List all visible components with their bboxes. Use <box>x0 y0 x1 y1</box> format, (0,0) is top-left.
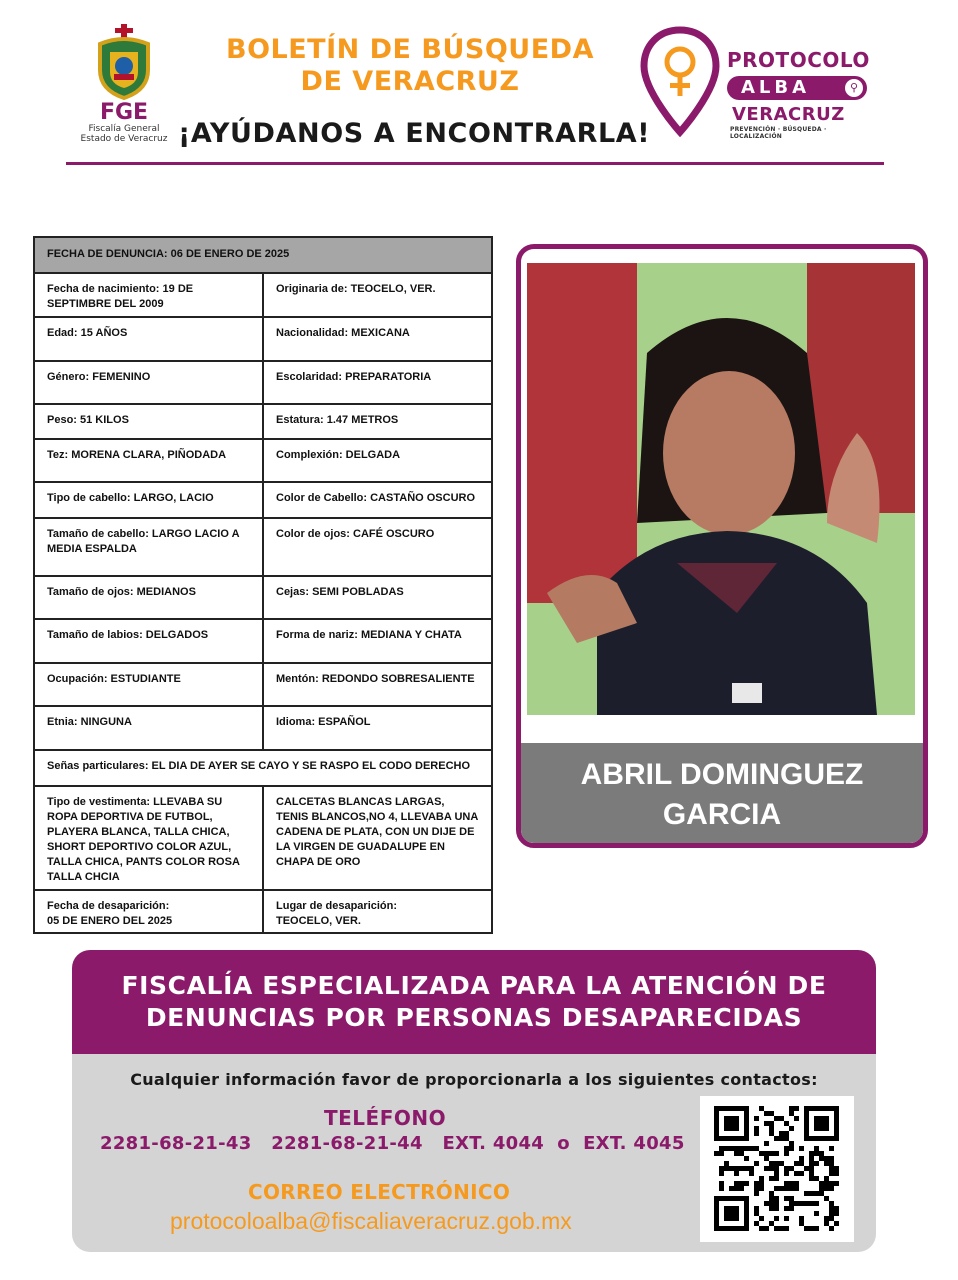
alba-tagline: PREVENCIÓN · BÚSQUEDA · LOCALIZACIÓN <box>730 126 827 140</box>
help-us-subtitle: ¡AYÚDANOS A ENCONTRARLA! <box>178 118 651 149</box>
missing-person-name <box>521 755 923 835</box>
education: Escolaridad: PREPARATORIA <box>276 371 432 383</box>
fge-logo-text: FGE <box>99 100 149 125</box>
nose-shape: Forma de nariz: MEDIANA Y CHATA <box>276 629 462 641</box>
protocolo-alba-logo <box>640 26 880 146</box>
table-row <box>35 577 491 620</box>
gender: Género: FEMENINO <box>35 362 264 403</box>
disappearance-place <box>264 891 491 932</box>
fge-logo-sub1: Fiscalía General <box>88 124 160 134</box>
table-header-row <box>35 238 491 274</box>
email-label: CORREO ELECTRÓNICO <box>248 1180 511 1204</box>
alba-pill <box>727 76 867 100</box>
table-row <box>35 483 491 519</box>
height: Estatura: 1.47 METROS <box>276 414 399 426</box>
hair-type: Tipo de cabello: LARGO, LACIO <box>35 483 264 517</box>
nationality: Nacionalidad: MEXICANA <box>276 327 410 339</box>
location-pin-female-icon <box>640 26 720 138</box>
photo-card <box>516 244 928 848</box>
eyebrows: Cejas: SEMI POBLADAS <box>276 586 404 598</box>
table-row <box>35 620 491 664</box>
fiscalia-line1: FISCALÍA ESPECIALIZADA PARA LA ATENCIÓN DE <box>121 971 827 1000</box>
table-row <box>35 787 491 891</box>
table-row <box>35 274 491 318</box>
fiscalia-banner <box>72 950 876 1054</box>
origin: Originaria de: TEOCELO, VER. <box>276 283 436 295</box>
qr-code <box>700 1096 854 1242</box>
portrait-illustration <box>527 263 915 715</box>
fge-logo <box>74 24 174 154</box>
disappearance-place-value: TEOCELO, VER. <box>276 915 361 927</box>
veracruz-shield-icon <box>92 24 156 100</box>
eye-color: Color de ojos: CAFÉ OSCURO <box>276 528 435 540</box>
table-row <box>35 318 491 362</box>
table-row <box>35 362 491 405</box>
name-line1: ABRIL DOMINGUEZ <box>580 758 864 791</box>
name-band <box>521 743 923 847</box>
weight: Peso: 51 KILOS <box>35 405 264 438</box>
occupation: Ocupación: ESTUDIANTE <box>35 664 264 705</box>
alba-protocolo-text: PROTOCOLO <box>727 48 870 72</box>
bulletin-title-line2: DE VERACRUZ <box>300 66 520 97</box>
info-table <box>33 236 493 934</box>
disappearance-date <box>35 891 264 932</box>
contact-box <box>72 1054 876 1252</box>
missing-person-photo <box>527 263 915 715</box>
ethnicity: Etnia: NINGUNA <box>35 707 264 749</box>
magnifier-icon: ⚲ <box>845 79 863 97</box>
language: Idioma: ESPAÑOL <box>276 716 371 728</box>
hair-length: Tamaño de cabello: LARGO LACIO A MEDIA ESPALDA <box>35 519 264 575</box>
table-row <box>35 891 491 932</box>
skin-tone: Tez: MORENA CLARA, PIÑODADA <box>35 440 264 481</box>
disappearance-date-label: Fecha de desaparición: <box>47 900 170 912</box>
bulletin-title-line1: BOLETÍN DE BÚSQUEDA <box>226 34 594 65</box>
birth-date: Fecha de nacimiento: 19 DE SEPTIMBRE DEL 2009 <box>35 274 264 316</box>
table-row <box>35 405 491 440</box>
table-row <box>35 440 491 483</box>
fiscalia-line2: DENUNCIAS POR PERSONAS DESAPARECIDAS <box>145 1003 803 1032</box>
build: Complexión: DELGADA <box>276 449 401 461</box>
clothing-left: Tipo de vestimenta: LLEVABA SU ROPA DEPORTIVA DE FUTBOL, PLAYERA BLANCA, TALLA CHICA, SHORT DEPORTIVO COLOR AZUL, TALLA CHICA, PANTS COLOR ROSA TALLA CHCIA <box>35 787 264 889</box>
lip-size: Tamaño de labios: DELGADOS <box>35 620 264 662</box>
bulletin-title <box>200 34 620 98</box>
contact-intro: Cualquier información favor de proporcionarla a los siguientes contactos: <box>130 1070 818 1089</box>
table-row <box>35 707 491 751</box>
disappearance-place-label: Lugar de desaparición: <box>276 900 398 912</box>
email-link[interactable]: protocoloalba@fiscaliaveracruz.gob.mx <box>170 1208 572 1234</box>
header-divider <box>66 162 884 165</box>
chin: Mentón: REDONDO SOBRESALIENTE <box>276 673 475 685</box>
name-line2: GARCIA <box>662 798 782 831</box>
alba-veracruz-text: VERACRUZ <box>732 104 845 125</box>
age: Edad: 15 AÑOS <box>35 318 264 360</box>
eye-size: Tamaño de ojos: MEDIANOS <box>35 577 264 618</box>
hair-color: Color de Cabello: CASTAÑO OSCURO <box>276 492 476 504</box>
table-row <box>35 751 491 787</box>
distinguishing-marks: Señas particulares: EL DIA DE AYER SE CAYO Y SE RASPO EL CODO DERECHO <box>47 760 471 772</box>
fge-logo-sub2: Estado de Veracruz <box>80 134 168 144</box>
clothing-right: CALCETAS BLANCAS LARGAS, TENIS BLANCOS,NO 4, LLEVABA UNA CADENA DE PLATA, CON UN DIJE DE LA VIRGEN DE GUADALUPE EN CHAPA DE ORO <box>276 796 478 868</box>
disappearance-date-value: 05 DE ENERO DEL 2025 <box>47 915 173 927</box>
denuncia-date: FECHA DE DENUNCIA: 06 DE ENERO DE 2025 <box>47 248 290 260</box>
phone-numbers: 2281-68-21-43 2281-68-21-44 EXT. 4044 o EXT. 4045 <box>100 1133 685 1154</box>
table-row <box>35 664 491 707</box>
table-row <box>35 519 491 577</box>
alba-text: ALBA <box>741 77 811 98</box>
qr-code-icon <box>700 1096 854 1242</box>
phone-label: TELÉFONO <box>324 1106 447 1130</box>
